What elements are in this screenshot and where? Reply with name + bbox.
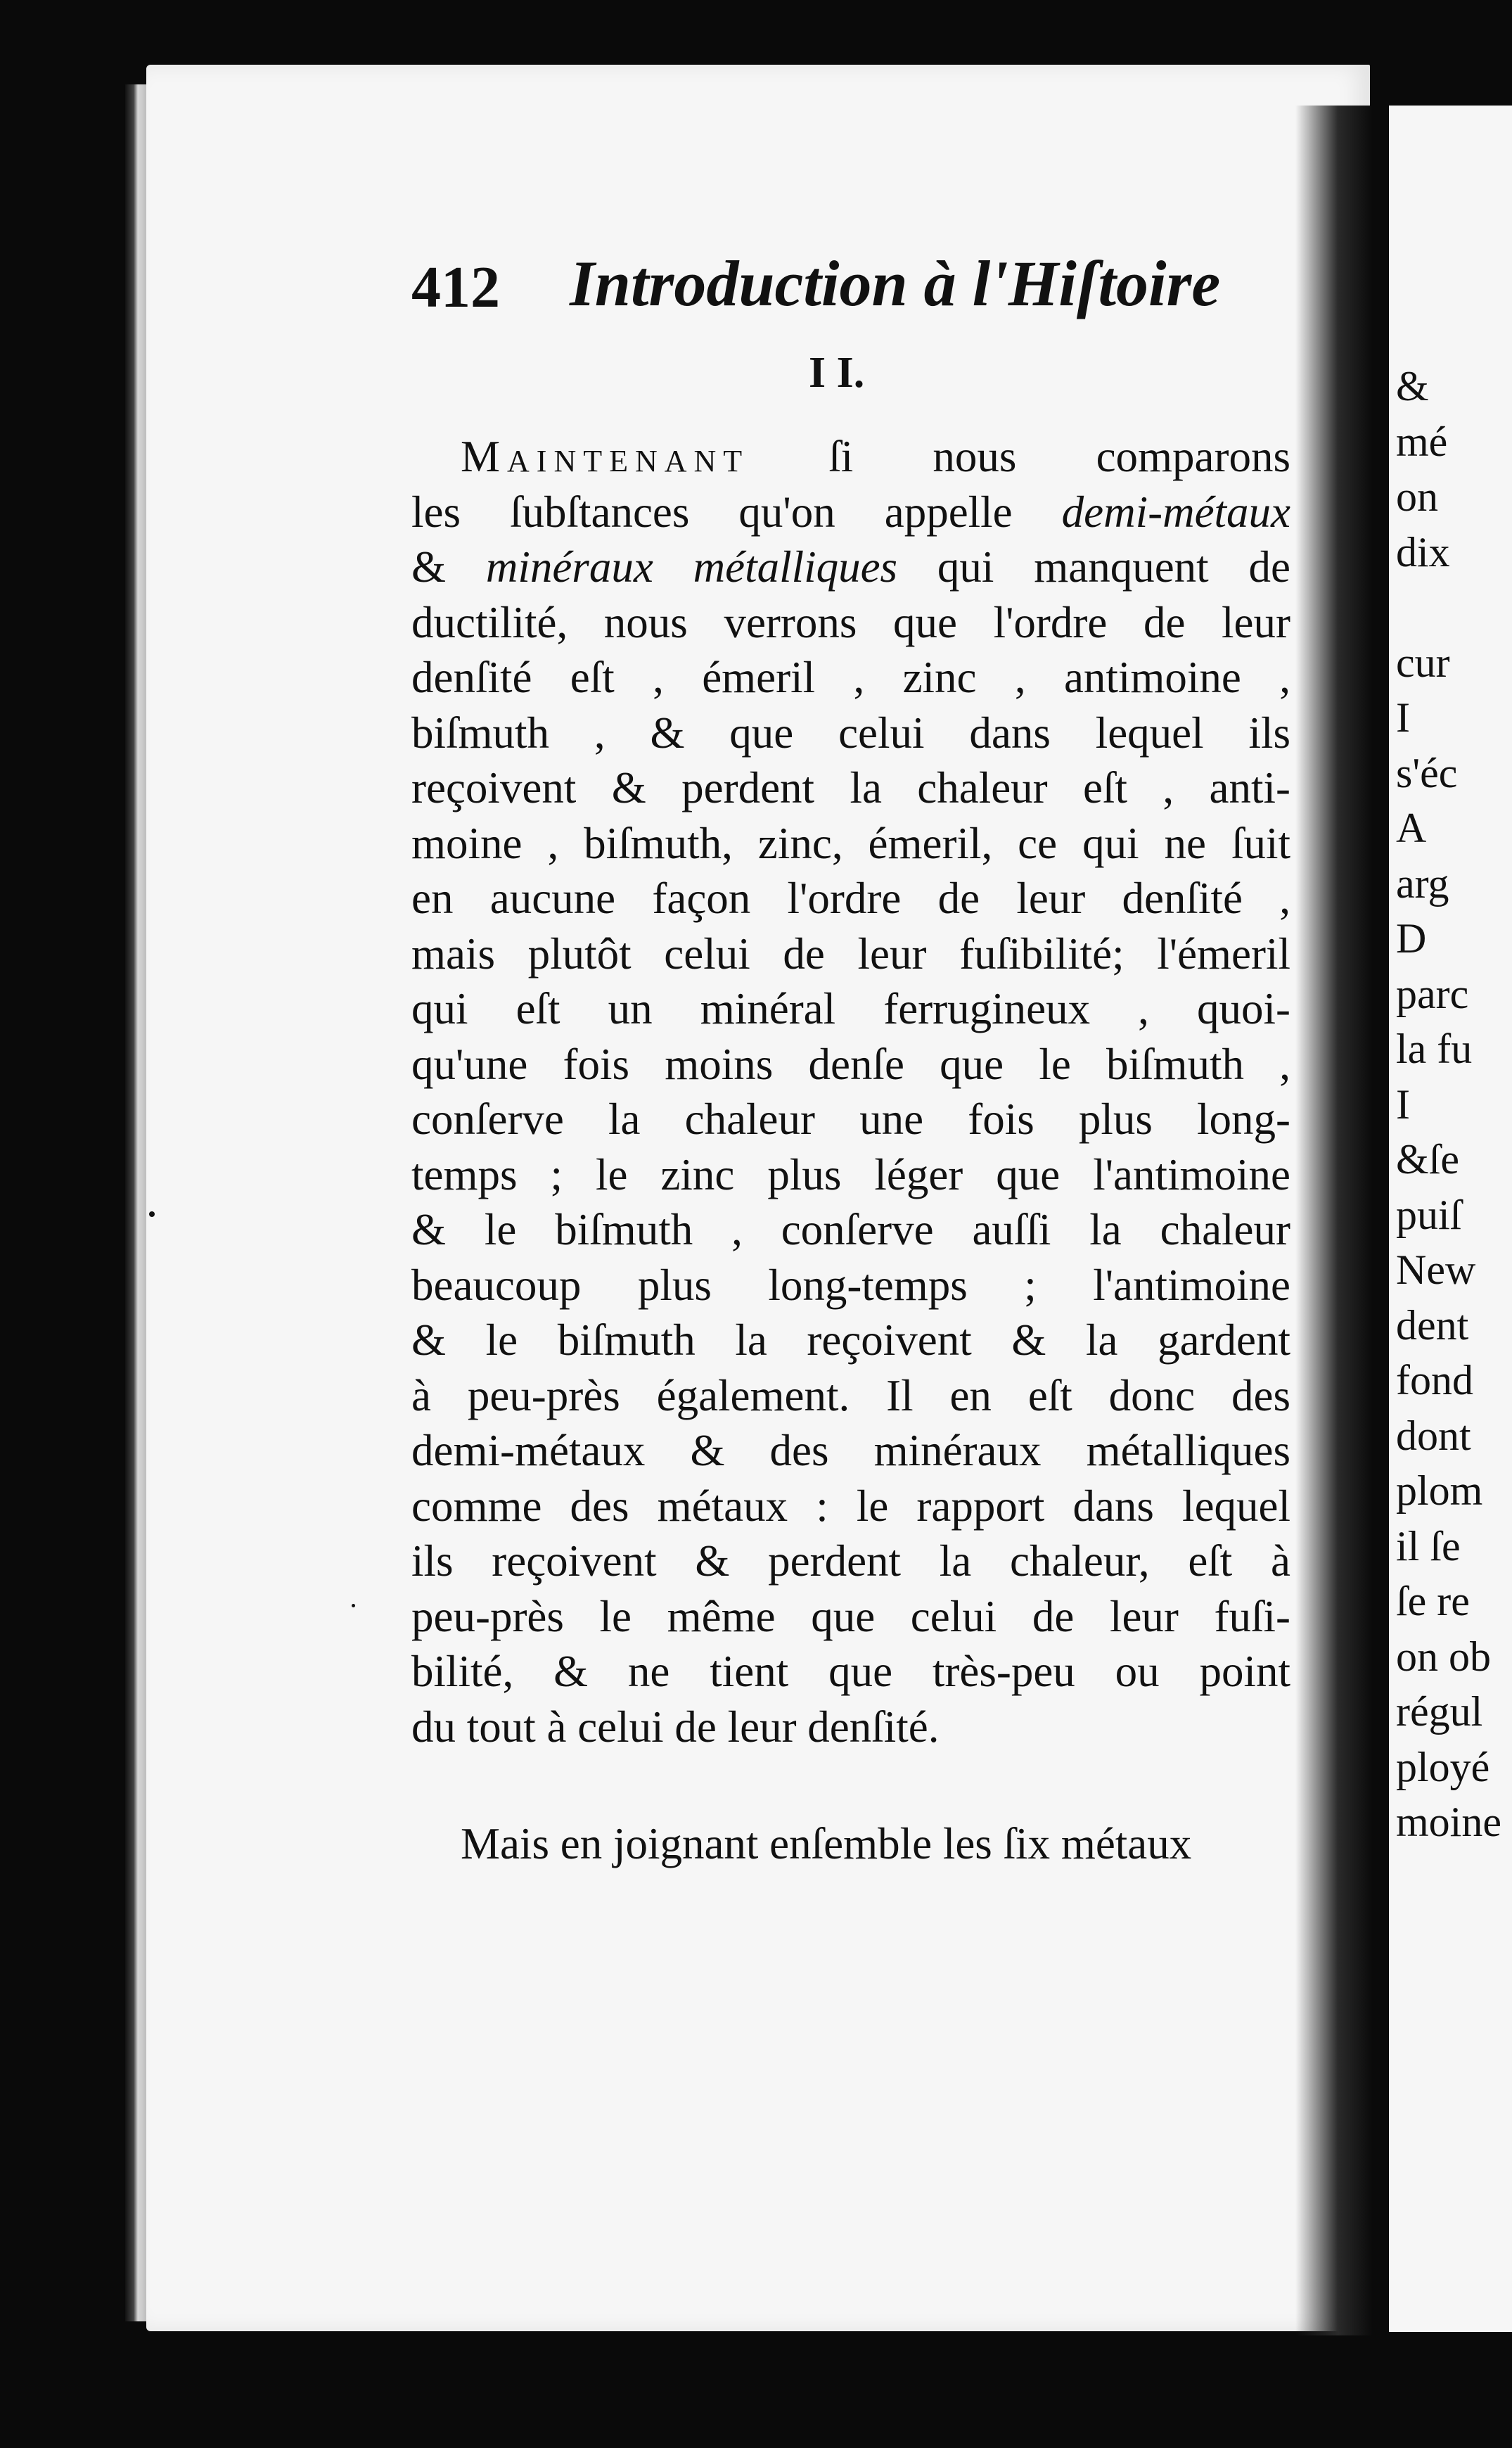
facing-page-fragment: fond: [1396, 1357, 1473, 1403]
text-line: moine , biſmuth, zinc, émeril, ce qui ne ſuit: [411, 818, 1290, 868]
line-text: ſi nous comparons: [749, 432, 1290, 481]
facing-page-fragment: moine: [1396, 1799, 1501, 1845]
text-line: & le biſmuth la reçoivent & la gardent: [411, 1315, 1290, 1365]
facing-page-fragment: cur: [1396, 639, 1450, 686]
facing-page-fragment: il ſe: [1396, 1522, 1461, 1569]
page-header: [411, 246, 1227, 338]
book-gutter: [1295, 106, 1373, 2335]
facing-page-fragment: on: [1396, 473, 1438, 520]
facing-page-fragment: puiſ: [1396, 1191, 1462, 1238]
text-line: demi-métaux & des minéraux métalliques: [411, 1426, 1290, 1475]
facing-page-fragment: s'éc: [1396, 749, 1458, 796]
text-line: comme des métaux : le rapport dans lequel: [411, 1481, 1290, 1531]
facing-page-fragment: la fu: [1396, 1026, 1473, 1072]
text-line: mais plutôt celui de leur fuſibilité; l'émeril: [411, 929, 1290, 978]
line-text: qui manquent de: [897, 542, 1290, 592]
facing-page-fragment: arg: [1396, 860, 1449, 907]
text-line: reçoivent & perdent la chaleur eſt , anti-: [411, 763, 1290, 812]
lead-word: Maintenant: [461, 432, 750, 481]
text-line: du tout à celui de leur denſité.: [411, 1702, 940, 1752]
facing-page-fragment: mé: [1396, 418, 1448, 465]
text-line: biſmuth , & que celui dans lequel ils: [411, 708, 1290, 758]
text-line: peu-près le même que celui de leur fuſi-: [411, 1591, 1290, 1641]
text-line: denſité eſt , émeril , zinc , antimoine ,: [411, 653, 1290, 702]
facing-page-fragment: [1396, 580, 1501, 635]
facing-page-fragment: I: [1396, 694, 1410, 741]
facing-page-fragment: régul: [1396, 1688, 1483, 1735]
section-number: I I.: [809, 349, 865, 397]
facing-page-fragment: parc: [1396, 970, 1469, 1017]
facing-page-fragment: ſe re: [1396, 1578, 1470, 1624]
facing-page-fragment: D: [1396, 915, 1427, 962]
page-number: 412: [411, 255, 500, 320]
text-line: à peu-près également. Il en eſt donc des: [411, 1370, 1290, 1420]
facing-page-fragment: plom: [1396, 1467, 1483, 1514]
text-line: ductilité, nous verrons que l'ordre de leur: [411, 597, 1290, 647]
facing-page: [1389, 106, 1512, 2332]
ink-speck: [352, 1604, 355, 1607]
text-line: qu'une fois moins denſe que le biſmuth ,: [411, 1039, 1290, 1089]
facing-page-fragment: ployé: [1396, 1743, 1490, 1790]
text-line: qui eſt un minéral ferrugineux , quoi-: [411, 984, 1290, 1033]
line-text: les ſubſtances qu'on appelle: [411, 487, 1062, 537]
text-line: beaucoup plus long-temps ; l'antimoine: [411, 1260, 1290, 1310]
facing-page-fragment: A: [1396, 805, 1427, 851]
text-line: en aucune façon l'ordre de leur denſité ,: [411, 874, 1290, 923]
facing-page-fragment: I: [1396, 1080, 1410, 1128]
text-line: [411, 429, 1290, 485]
text-line: bilité, & ne tient que très-peu ou point: [411, 1647, 1290, 1696]
italic-term: demi-métaux: [1061, 487, 1290, 537]
page-stack-edge: [125, 84, 146, 2321]
facing-page-fragment: dont: [1396, 1412, 1471, 1459]
next-paragraph-start: Mais en joignant enſemble les ſix métaux: [461, 1819, 1192, 1868]
facing-page-fragment: &ſe: [1396, 1136, 1459, 1182]
facing-page-fragments: [1396, 359, 1501, 1850]
paragraph: [411, 429, 1290, 1754]
running-title: Introduction à l'Hiſtoire: [570, 248, 1221, 319]
facing-page-fragment: on ob: [1396, 1633, 1491, 1680]
text-line: temps ; le zinc plus léger que l'antimoine: [411, 1149, 1290, 1199]
text-line: [411, 485, 1290, 540]
ink-speck: [149, 1211, 155, 1217]
text-line: conſerve la chaleur une fois plus long-: [411, 1095, 1290, 1144]
text-line: ils reçoivent & perdent la chaleur, eſt à: [411, 1536, 1290, 1586]
italic-term: minéraux métalliques: [485, 542, 898, 592]
facing-page-fragment: dix: [1396, 528, 1450, 575]
text-line: [411, 540, 1290, 595]
line-text: &: [411, 542, 486, 592]
facing-page-fragment: &: [1396, 363, 1429, 409]
facing-page-fragment: dent: [1396, 1301, 1469, 1349]
text-line: & le biſmuth , conſerve auſſi la chaleur: [411, 1205, 1290, 1254]
facing-page-fragment: New: [1396, 1247, 1476, 1293]
